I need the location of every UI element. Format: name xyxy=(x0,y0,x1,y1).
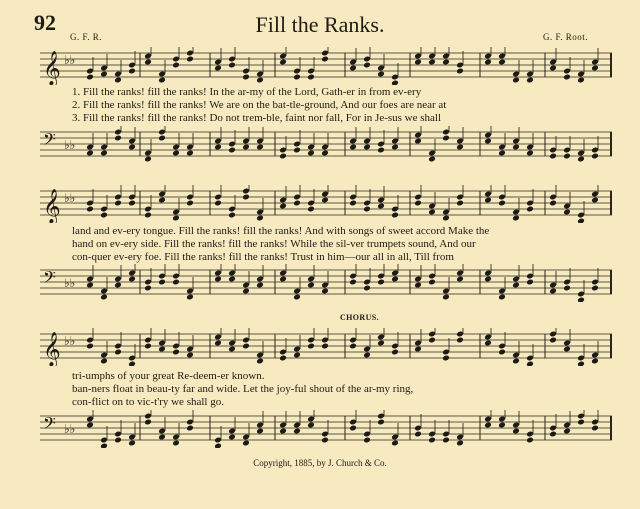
note-head xyxy=(526,150,534,157)
note-head xyxy=(377,203,385,210)
note-head xyxy=(307,150,315,157)
note-head xyxy=(256,358,264,365)
note-head xyxy=(363,144,371,151)
chorus-label: CHORUS. xyxy=(340,313,380,322)
note-head xyxy=(86,206,94,213)
treble-clef-icon: 𝄞 xyxy=(43,189,61,223)
note-head xyxy=(484,59,492,66)
key-signature-icon: ♭♭ xyxy=(64,53,76,67)
note-head xyxy=(128,200,136,207)
note-head xyxy=(428,437,436,444)
note-head xyxy=(321,343,329,350)
note-head xyxy=(293,352,301,359)
hymn-title: Fill the Ranks. xyxy=(255,12,385,37)
note-head xyxy=(242,343,250,350)
note-head xyxy=(228,434,236,441)
note-head xyxy=(186,56,194,63)
note-head xyxy=(242,194,250,201)
note-head xyxy=(414,59,422,66)
note-head xyxy=(363,437,371,444)
lyric-line-4: land and ev-ery tongue. Fill the ranks! fill the ranks! And with songs of sweet accord Make the xyxy=(72,225,490,237)
lyricist-credit: G. F. R. xyxy=(70,32,103,42)
lyric-line-5: hand on ev-ery side. Fill the ranks! fill the ranks! While the sil-ver trumpets sound, And our xyxy=(72,238,476,250)
page-number: 92 xyxy=(34,10,56,35)
note-head xyxy=(293,74,301,81)
note-head xyxy=(591,285,599,292)
note-head xyxy=(526,206,534,213)
note-head xyxy=(549,337,557,344)
note-head xyxy=(242,74,250,81)
note-head xyxy=(279,355,287,362)
note-head xyxy=(186,294,194,301)
note-head xyxy=(526,279,534,286)
note-head xyxy=(428,209,436,216)
note-head xyxy=(428,59,436,66)
note-head xyxy=(293,200,301,207)
note-head xyxy=(214,276,222,283)
note-head xyxy=(414,282,422,289)
note-head xyxy=(128,361,136,366)
composer-credit: G. F. Root. xyxy=(542,32,588,42)
copyright-notice: Copyright, 1885, by J. Church & Co. xyxy=(253,458,387,468)
note-head xyxy=(512,282,520,289)
note-head xyxy=(484,276,492,283)
note-head xyxy=(414,346,422,353)
note-head xyxy=(563,153,571,160)
note-head xyxy=(456,200,464,207)
note-head xyxy=(526,77,534,84)
note-head xyxy=(563,74,571,81)
note-head xyxy=(363,285,371,292)
note-head xyxy=(144,156,152,163)
note-head xyxy=(293,147,301,154)
note-head xyxy=(549,288,557,295)
note-head xyxy=(228,62,236,69)
note-head xyxy=(498,59,506,66)
key-signature-icon: ♭♭ xyxy=(64,422,76,436)
note-head xyxy=(214,200,222,207)
note-head xyxy=(428,156,436,163)
note-head xyxy=(158,77,166,84)
note-head xyxy=(442,215,450,222)
note-head xyxy=(498,422,506,429)
note-head xyxy=(307,422,315,429)
note-head xyxy=(512,77,520,84)
note-head xyxy=(456,440,464,447)
lyric-line-1: 1. Fill the ranks! fill the ranks! In the ar-my of the Lord, Gath-er in from ev-ery xyxy=(72,86,422,98)
treble-clef-icon: 𝄞 xyxy=(43,51,61,85)
note-head xyxy=(563,285,571,292)
note-head xyxy=(377,340,385,347)
bass-clef-icon: 𝄢 xyxy=(43,129,56,153)
key-signature-icon: ♭♭ xyxy=(64,191,76,205)
note-head xyxy=(293,428,301,435)
note-head xyxy=(391,212,399,219)
note-head xyxy=(442,135,450,142)
key-signature-icon: ♭♭ xyxy=(64,276,76,290)
note-head xyxy=(158,135,166,142)
note-head xyxy=(377,279,385,286)
note-head xyxy=(512,428,520,435)
note-head xyxy=(498,349,506,356)
bass-clef-icon: 𝄢 xyxy=(43,413,56,437)
note-head xyxy=(349,200,357,207)
note-head xyxy=(256,144,264,151)
note-head xyxy=(144,285,152,292)
note-head xyxy=(256,77,264,84)
note-head xyxy=(363,206,371,213)
note-head xyxy=(144,419,152,426)
lyric-line-2: 2. Fill the ranks! fill the ranks! We are on the bat-tle-ground, And our foes are near at xyxy=(72,99,447,111)
note-head xyxy=(279,153,287,160)
note-head xyxy=(391,349,399,356)
note-head xyxy=(307,206,315,213)
note-head xyxy=(279,428,287,435)
note-head xyxy=(256,282,264,289)
note-head xyxy=(86,74,94,81)
note-head xyxy=(158,197,166,204)
note-head xyxy=(242,288,250,295)
note-head xyxy=(349,425,357,432)
note-head xyxy=(349,343,357,350)
note-head xyxy=(114,135,122,142)
note-head xyxy=(577,297,585,302)
note-head xyxy=(100,358,108,365)
note-head xyxy=(563,209,571,216)
note-head xyxy=(391,80,399,85)
note-head xyxy=(256,428,264,435)
note-head xyxy=(158,279,166,286)
note-head xyxy=(172,349,180,356)
note-head xyxy=(100,294,108,301)
lyric-line-3: 3. Fill the ranks! fill the ranks! Do not trem-ble, faint nor fall, For in Je-sus we shall xyxy=(72,112,442,124)
treble-staff-system-1 xyxy=(40,47,612,85)
note-head xyxy=(114,349,122,356)
note-head xyxy=(549,153,557,160)
note-head xyxy=(186,150,194,157)
note-head xyxy=(349,65,357,72)
note-head xyxy=(498,200,506,207)
note-head xyxy=(577,361,585,366)
key-signature-icon: ♭♭ xyxy=(64,138,76,152)
note-head xyxy=(577,77,585,84)
note-head xyxy=(242,144,250,151)
note-head xyxy=(591,425,599,432)
note-head xyxy=(214,144,222,151)
note-head xyxy=(484,197,492,204)
note-head xyxy=(377,71,385,78)
note-head xyxy=(577,218,585,223)
note-head xyxy=(456,68,464,75)
note-head xyxy=(114,77,122,84)
note-head xyxy=(428,279,436,286)
note-head xyxy=(512,358,520,365)
note-head xyxy=(321,437,329,444)
note-head xyxy=(214,65,222,72)
note-head xyxy=(349,144,357,151)
note-head xyxy=(442,437,450,444)
note-head xyxy=(377,419,385,426)
note-head xyxy=(484,138,492,145)
note-head xyxy=(577,419,585,426)
note-head xyxy=(377,147,385,154)
bass-staff-system-3 xyxy=(40,410,612,448)
note-head xyxy=(228,346,236,353)
note-head xyxy=(414,138,422,145)
note-head xyxy=(349,279,357,286)
note-head xyxy=(144,212,152,219)
note-head xyxy=(428,337,436,344)
lyric-line-8: ban-ners float in beau-ty far and wide. Let the joy-ful shout of the ar-my ring, xyxy=(72,383,414,395)
note-head xyxy=(321,288,329,295)
note-head xyxy=(414,200,422,207)
note-head xyxy=(391,276,399,283)
note-head xyxy=(498,294,506,301)
note-head xyxy=(591,65,599,72)
note-head xyxy=(172,150,180,157)
note-head xyxy=(86,343,94,350)
treble-staff-system-3 xyxy=(40,328,612,366)
note-head xyxy=(228,276,236,283)
bass-staff-system-1 xyxy=(40,126,612,164)
note-head xyxy=(279,59,287,66)
note-head xyxy=(144,59,152,66)
note-head xyxy=(100,212,108,219)
note-head xyxy=(563,428,571,435)
note-head xyxy=(391,440,399,447)
note-head xyxy=(114,437,122,444)
note-head xyxy=(512,144,520,151)
note-head xyxy=(158,434,166,441)
note-head xyxy=(456,144,464,151)
note-head xyxy=(484,422,492,429)
bass-clef-icon: 𝄢 xyxy=(43,267,56,291)
note-head xyxy=(100,150,108,157)
note-head xyxy=(86,282,94,289)
key-signature-icon: ♭♭ xyxy=(64,334,76,348)
note-head xyxy=(414,431,422,438)
note-head xyxy=(242,440,250,447)
note-head xyxy=(128,276,136,283)
note-head xyxy=(442,355,450,362)
note-head xyxy=(114,200,122,207)
note-head xyxy=(172,279,180,286)
note-head xyxy=(172,62,180,69)
note-head xyxy=(144,343,152,350)
note-head xyxy=(549,200,557,207)
note-head xyxy=(456,276,464,283)
note-head xyxy=(363,352,371,359)
note-head xyxy=(186,200,194,207)
lyric-line-9: con-flict on to vic-t'ry we shall go. xyxy=(72,396,224,408)
note-head xyxy=(442,294,450,301)
note-head xyxy=(321,150,329,157)
note-head xyxy=(456,337,464,344)
note-head xyxy=(549,65,557,72)
treble-staff-system-2 xyxy=(40,185,612,223)
note-head xyxy=(307,74,315,81)
note-head xyxy=(100,443,108,448)
note-head xyxy=(321,56,329,63)
note-head xyxy=(214,443,222,448)
note-head xyxy=(526,361,534,366)
note-head xyxy=(591,358,599,365)
note-head xyxy=(307,343,315,350)
note-head xyxy=(549,431,557,438)
note-head xyxy=(86,150,94,157)
note-head xyxy=(172,440,180,447)
note-head xyxy=(363,62,371,69)
note-head xyxy=(279,203,287,210)
note-head xyxy=(442,59,450,66)
note-head xyxy=(228,147,236,154)
note-head xyxy=(114,282,122,289)
note-head xyxy=(563,346,571,353)
note-head xyxy=(577,156,585,163)
note-head xyxy=(484,340,492,347)
bass-staff-system-2 xyxy=(40,264,612,302)
lyric-line-6: con-quer ev-ery foe. Fill the ranks! fill the ranks! Trust in him—our all in all, Till from xyxy=(72,251,454,263)
lyric-line-7: tri-umphs of your great Re-deem-er known. xyxy=(72,370,265,382)
note-head xyxy=(128,144,136,151)
note-head xyxy=(279,276,287,283)
note-head xyxy=(307,282,315,289)
note-head xyxy=(512,215,520,222)
note-head xyxy=(591,197,599,204)
note-head xyxy=(172,215,180,222)
note-head xyxy=(498,150,506,157)
note-head xyxy=(86,422,94,429)
note-head xyxy=(186,352,194,359)
note-head xyxy=(591,153,599,160)
note-head xyxy=(256,215,264,222)
treble-clef-icon: 𝄞 xyxy=(43,332,61,366)
note-head xyxy=(391,144,399,151)
note-head xyxy=(100,71,108,78)
note-head xyxy=(158,346,166,353)
note-head xyxy=(293,294,301,301)
note-head xyxy=(321,197,329,204)
note-head xyxy=(128,68,136,75)
note-head xyxy=(228,212,236,219)
note-head xyxy=(526,437,534,444)
note-head xyxy=(214,340,222,347)
note-head xyxy=(128,440,136,447)
note-head xyxy=(186,425,194,432)
